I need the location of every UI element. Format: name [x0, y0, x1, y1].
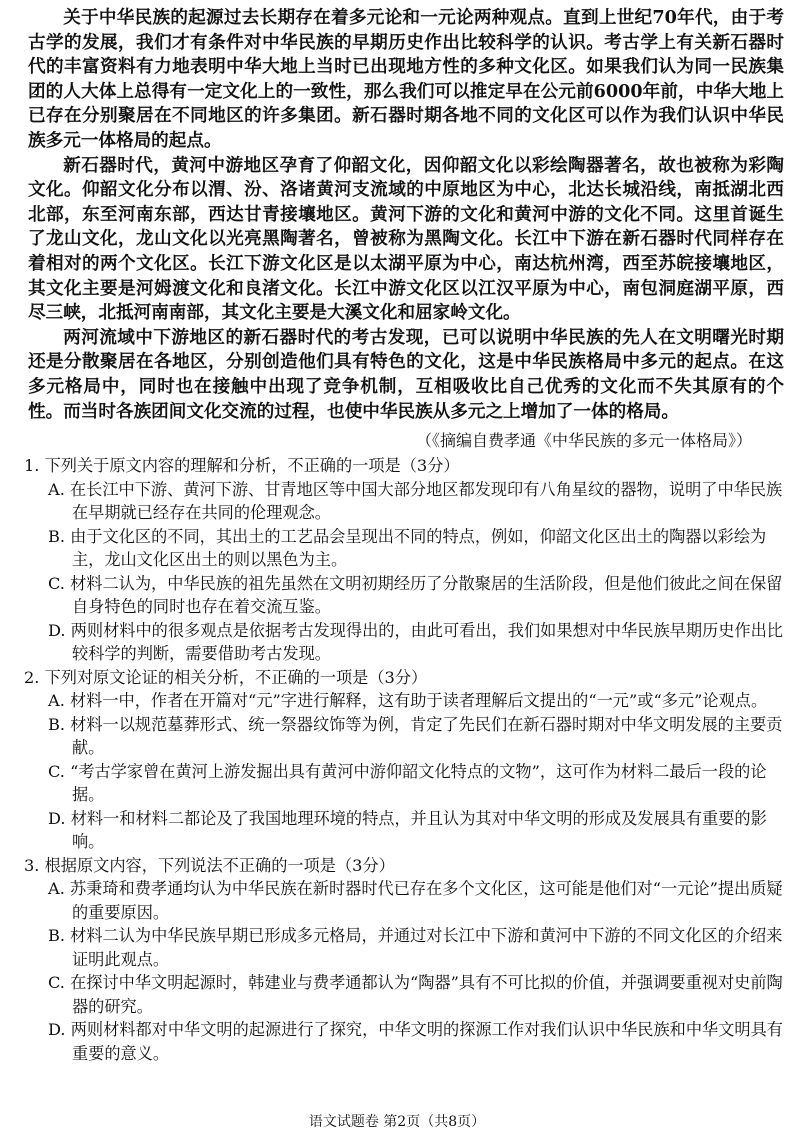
question-list [24, 454, 784, 1065]
question-2 [24, 666, 784, 854]
question-stem: 2. 下列对原文论证的相关分析，不正确的一项是（3分） [24, 667, 428, 687]
option-d: D. 两则材料中的很多观点是依据考古发现得出的，由此可看出，我们如果想对中华民族早期历史作出比较科学的判断，需要借助考古发现。 [48, 620, 783, 663]
reading-passage [28, 6, 784, 424]
option-c: C. 在探讨中华文明起源时，韩建业与费孝通都认为“陶器”具有不可比拟的价值，并强调要重视对史前陶器的研究。 [48, 973, 783, 1016]
option-b: B. 由于文化区的不同，其出土的工艺品会呈现出不同的特点，例如，仰韶文化区出土的陶器以彩绘为主，龙山文化区出土的则以黑色为主。 [48, 526, 767, 569]
option-a: A. 材料一中，作者在开篇对“元”字进行解释，这有助于读者理解后文提出的“一元”或“多元”论观点。 [48, 691, 768, 710]
option-a: A. 在长江中下游、黄河下游、甘青地区等中国大部分地区都发现印有八角星纹的器物，说明了中华民族在早期就已经存在共同的伦理观念。 [48, 479, 783, 522]
option-c: C. “考古学家曾在黄河上游发掘出具有黄河中游仰韶文化特点的文物”，这可作为材料二最后一段的论据。 [48, 761, 767, 804]
page-footer: 语文试题卷 第2页（共8页） [308, 1114, 486, 1130]
passage-paragraph-3: 两河流域中下游地区的新石器时代的考古发现，已可以说明中华民族的先人在文明曙光时期还是分散聚居在各地区，分别创造他们具有特色的文化，这是中华民族格局中多元的起点。在这多元格局中，同时也在接触中出现了竞争机制，互相吸收比自己优秀的文化而不失其原有的个性。而当时各族团间文化交流的过程，也使中华民族从多元之上增加了一体的格局。 [28, 326, 784, 422]
question-stem: 3. 根据原文内容，下列说法不正确的一项是（3分） [24, 855, 395, 875]
option-d: D. 两则材料都对中华文明的起源进行了探究，中华文明的探源工作对我们认识中华民族和中华文明具有重要的意义。 [48, 1020, 783, 1063]
question-stem: 1. 下列关于原文内容的理解和分析，不正确的一项是（3分） [24, 456, 460, 475]
passage-paragraph-2: 新石器时代，黄河中游地区孕育了仰韶文化，因仰韶文化以彩绘陶器著名，故也被称为彩陶文化。仰韶文化分布以渭、汾、洛诸黄河支流域的中原地区为中心，北达长城沿线，南抵湖北西北部，东至河南东部，西达甘青接壤地区。黄河下游的文化和黄河中游的文化不同。这里首诞生了龙山文化，龙山文化以光亮黑陶著名，曾被称为黑陶文化。长江中下游在新石器时代同样存在着相对的两个文化区。长江下游文化区是以太湖平原为中心，南达杭州湾，西至苏皖接壤地区，其文化主要是河姆渡文化和良渚文化。长江中游文化区以江汉平原为中心，南包洞庭湖平原，西尽三峡，北抵河南南部，其文化主要是大溪文化和屈家岭文化。 [28, 154, 784, 324]
question-1 [24, 454, 784, 666]
option-b: B. 材料二认为中华民族早期已形成多元格局，并通过对长江中下游和黄河中下游的不同文化区的介绍来证明此观点。 [48, 926, 783, 969]
passage-source: （《摘编自费孝通《中华民族的多元一体格局》） [415, 431, 752, 450]
option-a: A. 苏秉琦和费孝通均认为中华民族在新时器时代已存在多个文化区，这可能是他们对“一元论”提出质疑的重要原因。 [48, 879, 783, 922]
option-b: B. 材料一以规范墓葬形式、统一祭器纹饰等为例，肯定了先民们在新石器时期对中华文明发展的主要贡献。 [48, 714, 783, 757]
passage-paragraph-1: 关于中华民族的起源过去长期存在着多元论和一元论两种观点。直到上世纪70年代，由于考古学的发展，我们才有条件对中华民族的早期历史作出比较科学的认识。考古学上有关新石器时代的丰富资料有力地表明中华大地上当时已出现地方性的多种文化区。如果我们认为同一民族集团的人大体上总得有一定文化上的一致性，那么我们可以推定早在公元前6000年前，中华大地上已存在分别聚居在不同地区的许多集团。新石器时期各地不同的文化区可以作为我们认识中华民族多元一体格局的起点。 [28, 7, 784, 151]
option-d: D. 材料一和材料二都论及了我国地理环境的特点，并且认为其对中华文明的形成及发展具有重要的影响。 [48, 808, 767, 851]
option-c: C. 材料二认为，中华民族的祖先虽然在文明初期经历了分散聚居的生活阶段，但是他们彼此之间在保留自身特色的同时也存在着交流互鉴。 [48, 573, 783, 616]
question-3 [24, 854, 784, 1066]
